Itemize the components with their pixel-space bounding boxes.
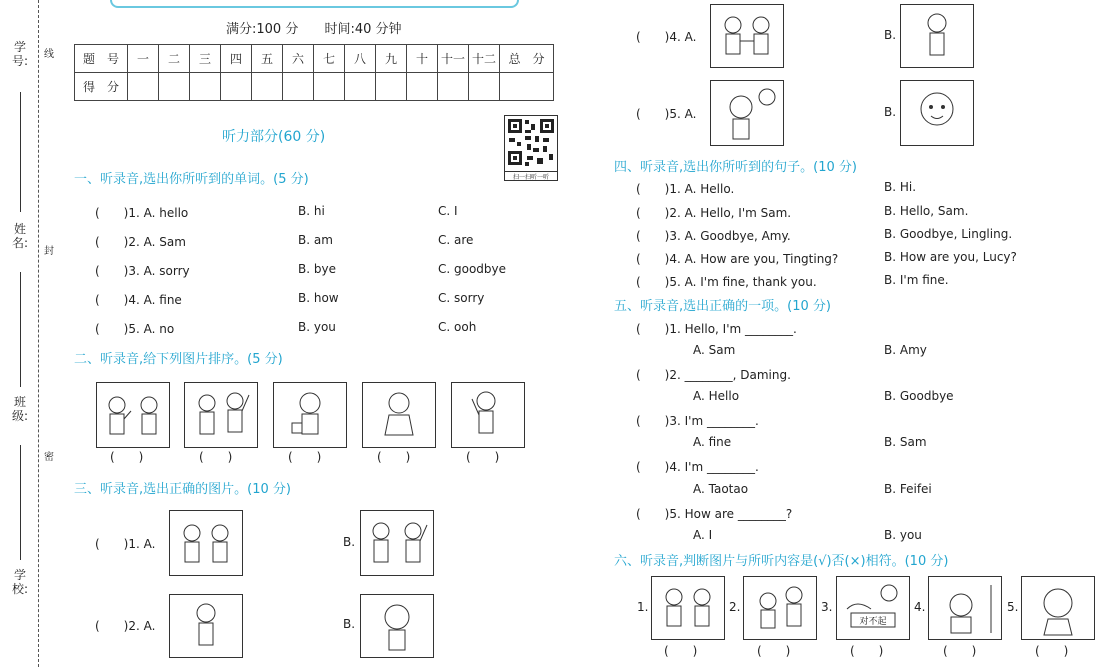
title-banner-edge: [110, 0, 519, 8]
option-a[interactable]: ( )2. A. Sam: [95, 235, 186, 249]
section-1-points: (5 分): [273, 172, 309, 187]
option-b[interactable]: B. Amy: [884, 343, 927, 357]
score-table-header-row: [75, 45, 554, 73]
sec3-q5-b[interactable]: B.: [884, 105, 897, 119]
score-cell[interactable]: [345, 73, 376, 101]
picture-girl-curly-hair: [362, 382, 436, 448]
seal-mark-xian: 线: [44, 49, 54, 60]
cell: 十一: [438, 45, 469, 73]
cell: 七: [314, 45, 345, 73]
sec3-q1-a[interactable]: ( )1. A.: [95, 537, 156, 551]
two-kids-waving-illustration: [361, 511, 433, 575]
option-c[interactable]: C. are: [438, 233, 474, 247]
full-score: 满分:100 分: [226, 22, 299, 37]
section-3-points: (10 分): [247, 482, 291, 497]
section-6-heading: 六、听录音,判断图片与所听内容是(√)否(×)相符。: [614, 554, 905, 569]
option-b[interactable]: B. How are you, Lucy?: [884, 250, 1017, 264]
girl-curly-illustration: [363, 383, 435, 447]
score-cell[interactable]: [252, 73, 283, 101]
option-a[interactable]: A. Taotao: [693, 482, 749, 496]
score-cell[interactable]: [190, 73, 221, 101]
sec3-q1-b[interactable]: B.: [343, 535, 356, 549]
qr-code-icon: [505, 116, 557, 168]
section-6-points: (10 分): [904, 554, 949, 569]
apology-illustration: [837, 577, 909, 639]
boy-waving-illustration: [452, 383, 524, 447]
sec6-label: 5.: [1007, 600, 1019, 614]
score-cell[interactable]: [500, 73, 554, 101]
school-label: 学 校:: [11, 568, 29, 596]
sec3-q5-picture-a[interactable]: [710, 80, 784, 146]
order-blank[interactable]: ( ): [110, 450, 144, 464]
sec5-question: ( )4. I'm ________.: [636, 460, 759, 474]
judge-blank[interactable]: ( ): [757, 644, 791, 658]
kid-thinking-illustration: [711, 81, 783, 145]
boy-smiling-illustration: [361, 595, 433, 657]
binding-strip: [0, 0, 62, 667]
seal-mark-mi: 密: [44, 452, 54, 463]
option-a[interactable]: ( )2. A. Hello, I'm Sam.: [636, 206, 792, 220]
option-b[interactable]: B. how: [298, 291, 339, 305]
cell: 八: [345, 45, 376, 73]
option-a[interactable]: ( )5. A. I'm fine, thank you.: [636, 275, 817, 289]
boy-standing-illustration: [901, 5, 973, 67]
section-2-points: (5 分): [247, 352, 283, 367]
cell: 题 号: [75, 45, 128, 73]
option-a[interactable]: A. I: [693, 528, 713, 542]
score-cell[interactable]: [376, 73, 407, 101]
section-5-title: [614, 295, 831, 314]
judge-blank[interactable]: ( ): [1035, 644, 1069, 658]
section-5-heading: 五、听录音,选出正确的一项。: [614, 299, 788, 314]
sec5-question: ( )5. How are ________?: [636, 507, 793, 521]
cell: 一: [128, 45, 159, 73]
sorry-speech: 对不起: [859, 617, 887, 627]
order-blank[interactable]: ( ): [288, 450, 322, 464]
cell: 十: [407, 45, 438, 73]
option-b[interactable]: B. Goodbye, Lingling.: [884, 227, 1013, 241]
score-cell[interactable]: [221, 73, 252, 101]
sec6-label: 4.: [914, 600, 926, 614]
score-cell[interactable]: [283, 73, 314, 101]
picture-two-kids-greeting: [96, 382, 170, 448]
order-blank[interactable]: ( ): [466, 450, 500, 464]
sec3-q1-picture-a[interactable]: [169, 510, 243, 576]
picture-boy-waving: [451, 382, 525, 448]
sec6-picture-5[interactable]: [1021, 576, 1095, 640]
section-4-points: (10 分): [813, 160, 857, 175]
cell: 总 分: [500, 45, 554, 73]
option-b[interactable]: B. hi: [298, 204, 325, 218]
score-table-score-row: [75, 73, 554, 101]
option-a[interactable]: ( )4. A. fine: [95, 293, 182, 307]
cell: 九: [376, 45, 407, 73]
cell: 十二: [469, 45, 500, 73]
class-label: 班 级:: [11, 395, 29, 423]
sec3-q4-picture-b[interactable]: [900, 4, 974, 68]
section-2-title: [74, 348, 283, 367]
option-c[interactable]: C. sorry: [438, 291, 485, 305]
option-b[interactable]: B. I'm fine.: [884, 273, 949, 287]
option-a[interactable]: A. Sam: [693, 343, 736, 357]
option-b[interactable]: B. Hello, Sam.: [884, 204, 969, 218]
kids-meeting-illustration: [744, 577, 816, 639]
sec5-question: ( )3. I'm ________.: [636, 414, 759, 428]
qr-code[interactable]: [504, 115, 558, 181]
cell: 二: [159, 45, 190, 73]
cell: 五: [252, 45, 283, 73]
sec3-q4-a[interactable]: ( )4. A.: [636, 30, 697, 44]
cell: 六: [283, 45, 314, 73]
sec3-q2-b[interactable]: B.: [343, 617, 356, 631]
score-cell[interactable]: [407, 73, 438, 101]
cell: 四: [221, 45, 252, 73]
sec6-label: 3.: [821, 600, 833, 614]
option-a[interactable]: ( )3. A. sorry: [95, 264, 190, 278]
option-b[interactable]: B. you: [884, 528, 922, 542]
option-a[interactable]: ( )5. A. no: [95, 322, 175, 336]
picture-girl: [273, 382, 347, 448]
section-3-heading: 三、听录音,选出正确的图片。: [74, 482, 248, 497]
option-a[interactable]: ( )3. A. Goodbye, Amy.: [636, 229, 791, 243]
sec3-q5-a[interactable]: ( )5. A.: [636, 107, 697, 121]
score-table: [74, 44, 554, 101]
girl-waving-illustration: [1022, 577, 1094, 639]
sec3-q2-picture-b[interactable]: [360, 594, 434, 658]
exam-header: [226, 18, 402, 37]
kids-waving-illustration: [185, 383, 257, 447]
option-c[interactable]: C. goodbye: [438, 262, 507, 276]
sec6-picture-2[interactable]: [743, 576, 817, 640]
option-b[interactable]: B. Sam: [884, 435, 927, 449]
judge-blank[interactable]: ( ): [664, 644, 698, 658]
option-a[interactable]: A. fine: [693, 435, 732, 449]
score-cell[interactable]: [128, 73, 159, 101]
two-kids-illustration: [170, 511, 242, 575]
sec3-q2-picture-a[interactable]: [169, 594, 243, 658]
option-a[interactable]: ( )1. A. Hello.: [636, 182, 735, 196]
sec1-q2: [95, 233, 186, 250]
option-b[interactable]: B. bye: [298, 262, 336, 276]
sec6-label: 2.: [729, 600, 741, 614]
option-c[interactable]: C. ooh: [438, 320, 477, 334]
sec1-q1: [95, 204, 188, 221]
fold-line: [38, 0, 39, 667]
sec6-picture-3[interactable]: [836, 576, 910, 640]
section-1-heading: 一、听录音,选出你所听到的单词。: [74, 172, 274, 187]
sick-kid-illustration: [929, 577, 1001, 639]
sec1-q5: [95, 320, 174, 337]
qr-caption: 扫一扫听一听: [505, 171, 557, 183]
sec3-q4-picture-a[interactable]: [710, 4, 784, 68]
section-6-title: [614, 550, 948, 569]
picture-kids-waving: [184, 382, 258, 448]
judge-blank[interactable]: ( ): [943, 644, 977, 658]
score-cell[interactable]: [159, 73, 190, 101]
section-3-title: [74, 478, 291, 497]
student-id-label: 学 号:: [11, 40, 29, 68]
sec5-question: ( )2. ________, Daming.: [636, 368, 791, 382]
boy-spiky-hair-illustration: [170, 595, 242, 657]
sec3-q4-b[interactable]: B.: [884, 28, 897, 42]
option-a[interactable]: ( )1. A. hello: [95, 206, 189, 220]
sec6-picture-1[interactable]: [651, 576, 725, 640]
sec3-q1-picture-b[interactable]: [360, 510, 434, 576]
name-line: [20, 272, 21, 387]
score-cell[interactable]: [438, 73, 469, 101]
section-5-points: (10 分): [787, 299, 831, 314]
option-b[interactable]: B. am: [298, 233, 333, 247]
sec5-question: ( )1. Hello, I'm ________.: [636, 322, 797, 336]
sec1-q4: [95, 291, 182, 308]
sec6-label: 1.: [637, 600, 649, 614]
cell: 三: [190, 45, 221, 73]
girl-illustration: [274, 383, 346, 447]
cell: 得 分: [75, 73, 128, 101]
option-b[interactable]: B. Feifei: [884, 482, 932, 496]
judge-blank[interactable]: ( ): [850, 644, 884, 658]
section-1-title: [74, 168, 309, 187]
option-b[interactable]: B. Hi.: [884, 180, 917, 194]
option-b[interactable]: B. Goodbye: [884, 389, 954, 403]
listening-section-title: 听力部分(60 分): [222, 129, 326, 145]
score-cell[interactable]: [469, 73, 500, 101]
order-blank[interactable]: ( ): [199, 450, 233, 464]
kids-handshake-illustration: [652, 577, 724, 639]
kids-shaking-hands-illustration: [711, 5, 783, 67]
option-c[interactable]: C. I: [438, 204, 458, 218]
section-4-title: [614, 156, 857, 175]
option-a[interactable]: ( )4. A. How are you, Tingting?: [636, 252, 839, 266]
option-b[interactable]: B. you: [298, 320, 336, 334]
sec1-q3: [95, 262, 190, 279]
student-id-line: [20, 92, 21, 212]
sec3-q5-picture-b[interactable]: [900, 80, 974, 146]
kids-greeting-illustration: [97, 383, 169, 447]
option-a[interactable]: A. Hello: [693, 389, 740, 403]
section-2-heading: 二、听录音,给下列图片排序。: [74, 352, 248, 367]
order-blank[interactable]: ( ): [377, 450, 411, 464]
seal-mark-feng: 封: [44, 246, 54, 257]
section-4-heading: 四、听录音,选出你所听到的句子。: [614, 160, 814, 175]
sec3-q2-a[interactable]: ( )2. A.: [95, 619, 156, 633]
class-line: [20, 445, 21, 560]
girl-face-illustration: [901, 81, 973, 145]
sec6-picture-4[interactable]: [928, 576, 1002, 640]
exam-time: 时间:40 分钟: [324, 22, 402, 37]
score-cell[interactable]: [314, 73, 345, 101]
name-label: 姓 名:: [11, 222, 29, 250]
